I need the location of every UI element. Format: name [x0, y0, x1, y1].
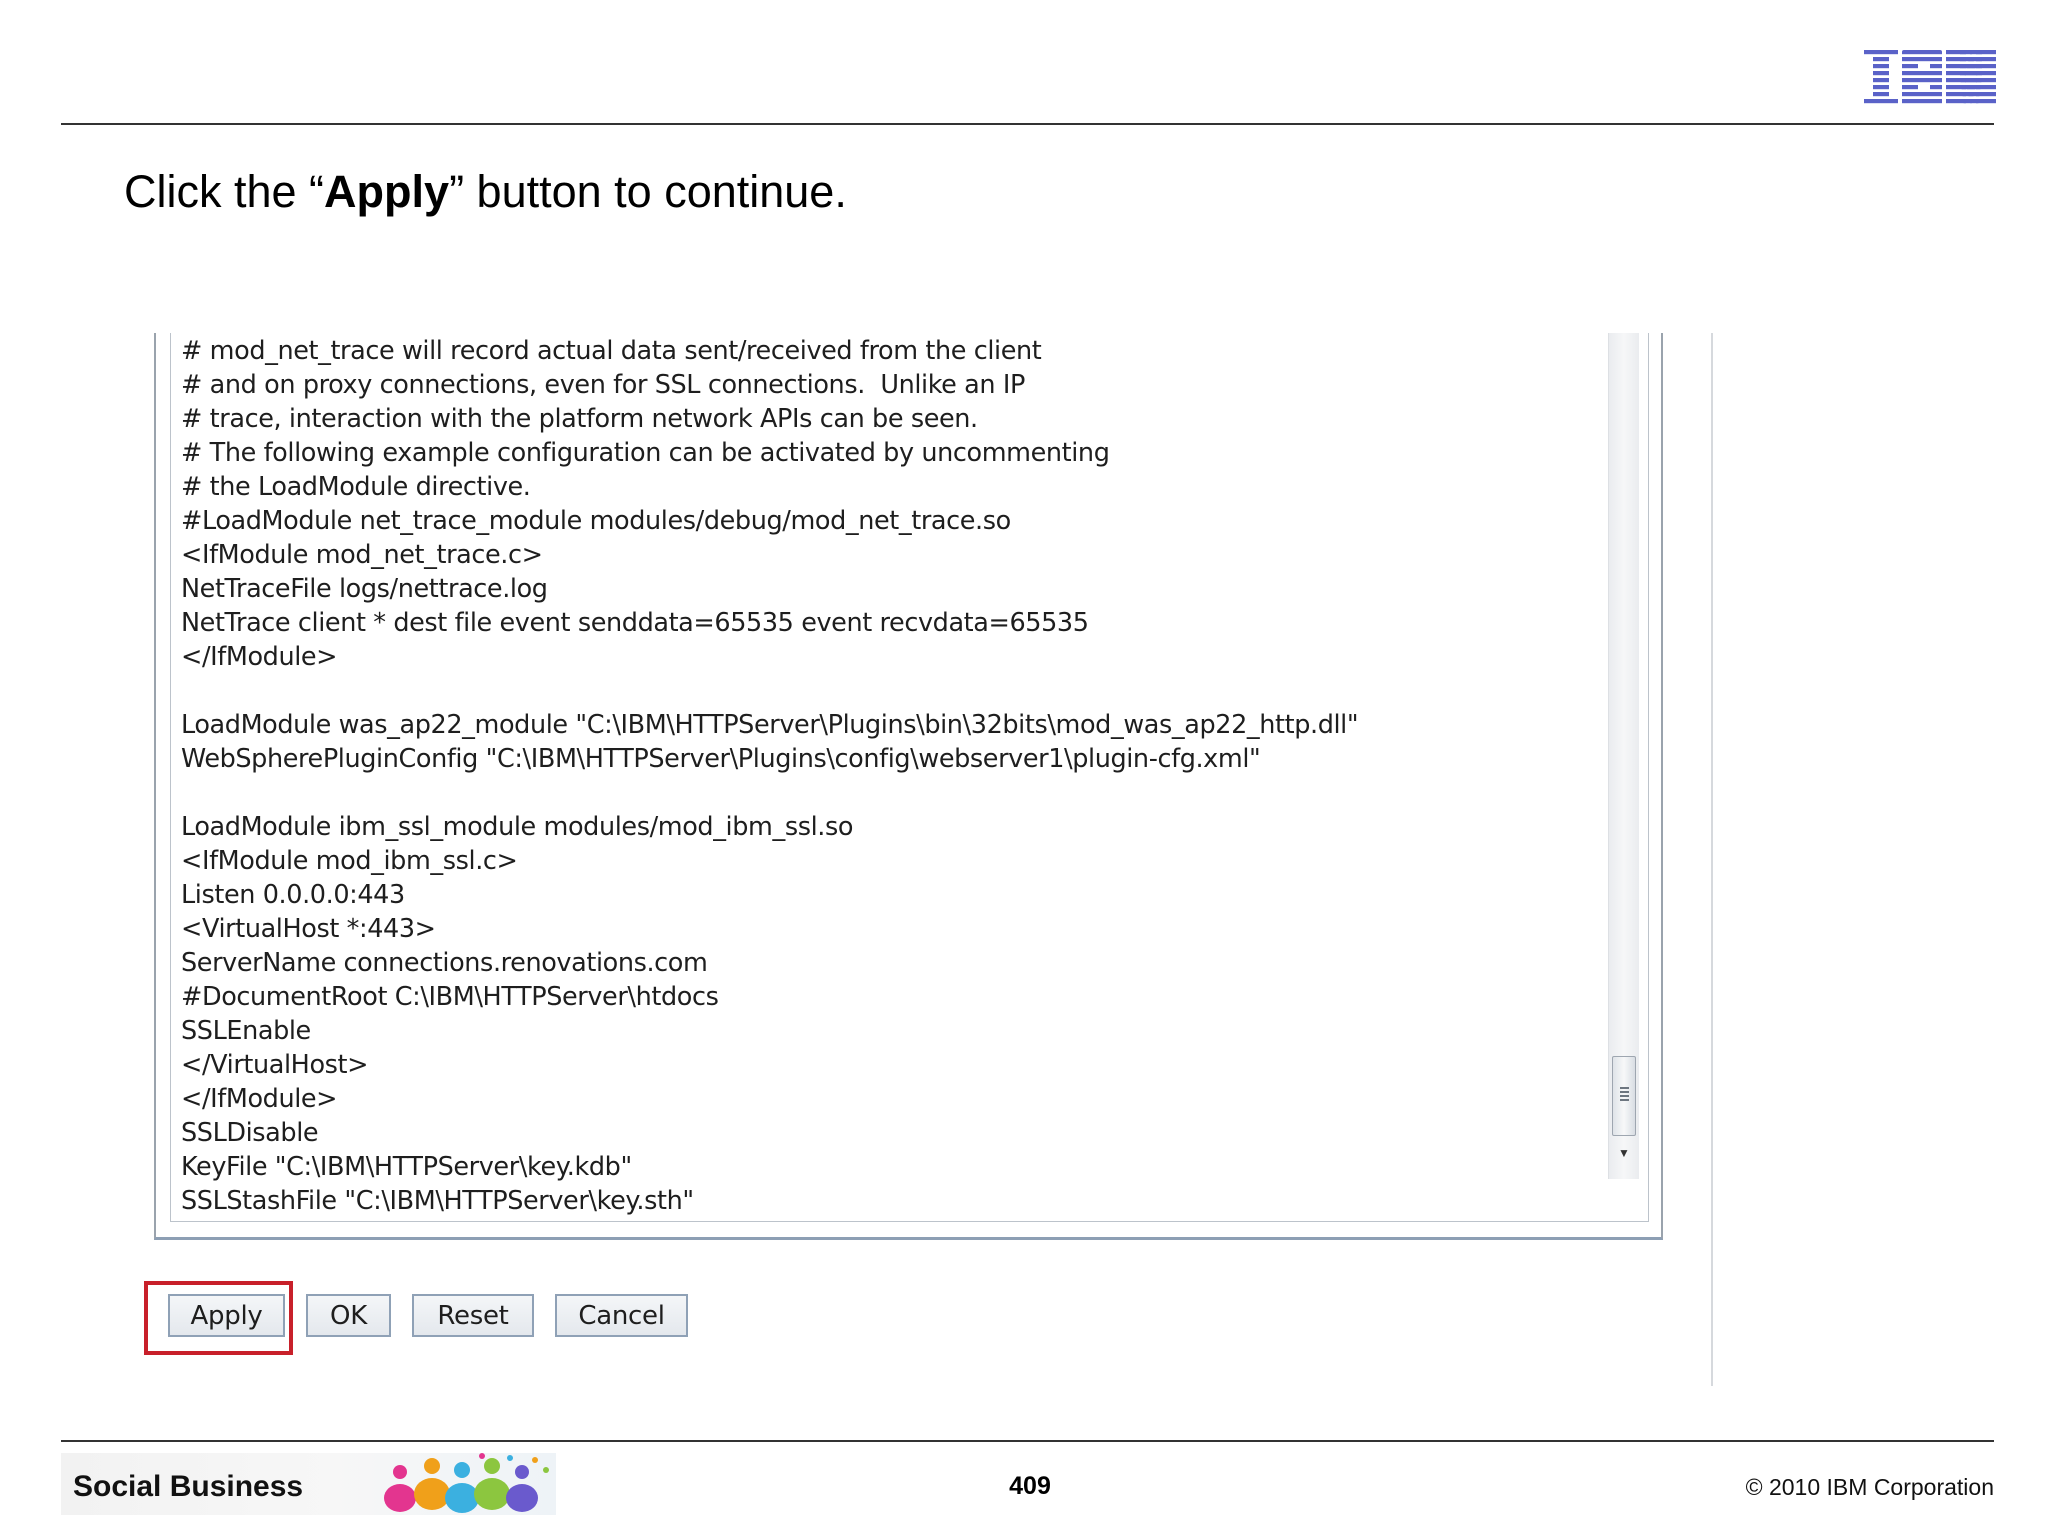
config-line: SSLStashFile "C:\IBM\HTTPServer\key.sth" — [181, 1186, 694, 1216]
config-line: # and on proxy connections, even for SSL connections. Unlike an IP — [181, 370, 1025, 400]
config-line: LoadModule ibm_ssl_module modules/mod_ibm_ssl.so — [181, 812, 854, 842]
config-line: #LoadModule net_trace_module modules/debug/mod_net_trace.so — [181, 506, 1011, 536]
slide-headline: Click the “Apply” button to continue. — [124, 166, 847, 217]
config-line: </VirtualHost> — [181, 1050, 369, 1080]
cancel-button[interactable]: Cancel — [555, 1294, 688, 1337]
apply-highlight-box — [144, 1281, 293, 1355]
grip-icon — [1620, 1087, 1629, 1101]
config-line: # The following example configuration can be activated by uncommenting — [181, 438, 1110, 468]
config-line: NetTrace client * dest file event senddata=65535 event recvdata=65535 — [181, 608, 1089, 638]
config-line: <VirtualHost *:443> — [181, 914, 436, 944]
social-people-icon — [370, 1452, 556, 1516]
config-line: # mod_net_trace will record actual data sent/received from the client — [181, 336, 1042, 366]
ok-button[interactable]: OK — [306, 1294, 391, 1337]
reset-button[interactable]: Reset — [412, 1294, 534, 1337]
config-line: LoadModule was_ap22_module "C:\IBM\HTTPServer\Plugins\bin\32bits\mod_was_ap22_http.dll" — [181, 710, 1359, 740]
page-number: 409 — [1009, 1472, 1051, 1500]
copyright-notice: © 2010 IBM Corporation — [1745, 1474, 1994, 1500]
config-line: </IfModule> — [181, 1084, 338, 1114]
vertical-scrollbar[interactable] — [1608, 333, 1639, 1179]
config-line: # the LoadModule directive. — [181, 472, 531, 502]
right-frame-divider — [1711, 333, 1713, 1386]
config-line: KeyFile "C:\IBM\HTTPServer\key.kdb" — [181, 1152, 632, 1182]
config-line: ServerName connections.renovations.com — [181, 948, 708, 978]
config-line — [181, 674, 1601, 708]
config-line: <IfModule mod_ibm_ssl.c> — [181, 846, 518, 876]
config-line: WebSpherePluginConfig "C:\IBM\HTTPServer\Plugins\config\webserver1\plugin-cfg.xml" — [181, 744, 1261, 774]
config-line: SSLEnable — [181, 1016, 311, 1046]
headline-apply-emphasis: Apply — [324, 166, 450, 217]
config-textarea[interactable] — [181, 334, 1601, 1224]
config-line: NetTraceFile logs/nettrace.log — [181, 574, 548, 604]
ibm-logo — [1864, 50, 1996, 106]
footer-divider — [61, 1440, 1994, 1442]
header-divider — [61, 123, 1994, 125]
apply-button[interactable]: Apply — [168, 1294, 285, 1337]
config-line: SSLDisable — [181, 1118, 319, 1148]
scroll-down-arrow-icon[interactable]: ▼ — [1618, 1146, 1630, 1160]
config-line: </IfModule> — [181, 642, 338, 672]
config-line: <IfModule mod_net_trace.c> — [181, 540, 543, 570]
config-line: Listen 0.0.0.0:443 — [181, 880, 405, 910]
config-line: # trace, interaction with the platform network APIs can be seen. — [181, 404, 978, 434]
footer-brand: Social Business — [73, 1470, 304, 1503]
scrollbar-thumb[interactable] — [1612, 1056, 1636, 1136]
config-line: #DocumentRoot C:\IBM\HTTPServer\htdocs — [181, 982, 719, 1012]
config-line — [181, 776, 1601, 810]
